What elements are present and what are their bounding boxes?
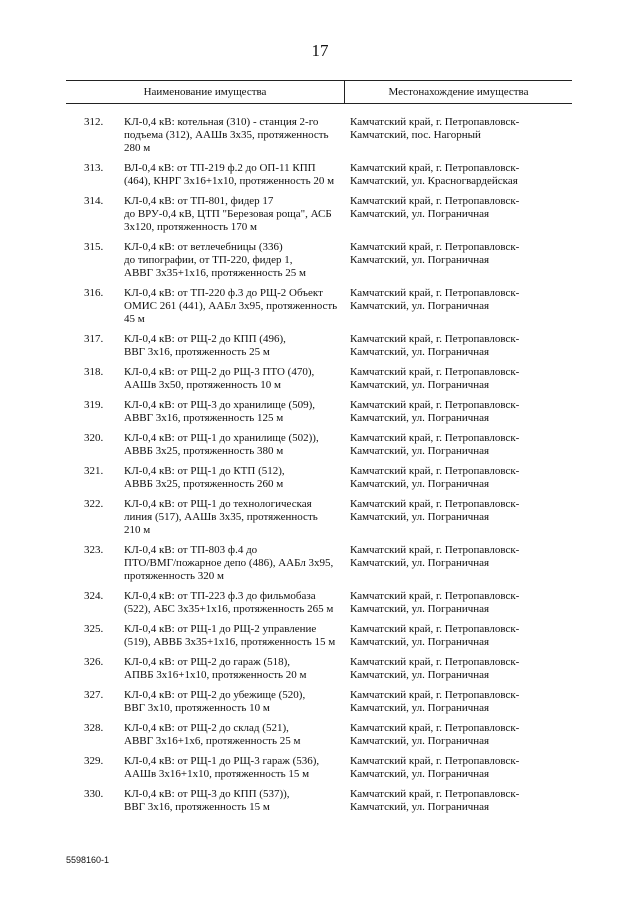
row-location xyxy=(350,755,550,781)
location-line: Камчатский край, г. Петропавловск- xyxy=(350,689,520,701)
location-line: Камчатский край, г. Петропавловск- xyxy=(350,333,520,345)
row-location xyxy=(350,116,550,142)
row-location xyxy=(350,366,550,392)
row-location xyxy=(350,465,550,491)
description-line: ПТО/ВМГ/пожарное депо (486), ААБл 3х95, xyxy=(124,557,334,569)
row-description xyxy=(124,116,339,155)
location-line: Камчатский край, г. Петропавловск- xyxy=(350,788,520,800)
description-line: КЛ-0,4 кВ: от ТП-223 ф.3 до фильмобаза xyxy=(124,590,316,602)
location-line: Камчатский, ул. Пограничная xyxy=(350,801,490,813)
location-line: Камчатский, ул. Пограничная xyxy=(350,412,490,424)
table-row xyxy=(0,755,640,781)
row-description xyxy=(124,162,339,188)
row-description xyxy=(124,722,339,748)
description-line: АВВГ 3х35+1х16, протяженность 25 м xyxy=(124,267,306,279)
row-location xyxy=(350,656,550,682)
description-line: КЛ-0,4 кВ: от РЩ-1 до технологическая xyxy=(124,498,312,510)
row-number: 315. xyxy=(84,241,104,253)
description-line: КЛ-0,4 кВ: от РЩ-3 до КПП (537)), xyxy=(124,788,290,800)
column-header-location: Местонахождение имущества xyxy=(388,86,529,98)
table-row xyxy=(0,287,640,326)
description-line: КЛ-0,4 кВ: от РЩ-2 до КПП (496), xyxy=(124,333,286,345)
row-description xyxy=(124,623,339,649)
location-line: Камчатский край, г. Петропавловск- xyxy=(350,399,520,411)
row-number: 323. xyxy=(84,544,104,556)
row-description xyxy=(124,788,339,814)
description-line: ААШв 3х16+1х10, протяженность 15 м xyxy=(124,768,310,780)
location-line: Камчатский край, г. Петропавловск- xyxy=(350,162,520,174)
location-line: Камчатский, ул. Пограничная xyxy=(350,768,490,780)
table-row xyxy=(0,399,640,425)
row-description xyxy=(124,287,339,326)
row-number: 327. xyxy=(84,689,104,701)
description-line: АВВБ 3х25, протяженность 260 м xyxy=(124,478,284,490)
location-line: Камчатский, ул. Пограничная xyxy=(350,379,490,391)
description-line: КЛ-0,4 кВ: от РЩ-1 до РЩ-2 управление xyxy=(124,623,317,635)
table-row xyxy=(0,498,640,537)
row-location xyxy=(350,590,550,616)
description-line: (522), АБС 3х35+1х16, протяженность 265 м xyxy=(124,603,334,615)
table-row xyxy=(0,241,640,280)
row-description xyxy=(124,195,339,234)
row-number: 320. xyxy=(84,432,104,444)
row-number: 328. xyxy=(84,722,104,734)
row-location xyxy=(350,399,550,425)
location-line: Камчатский край, г. Петропавловск- xyxy=(350,241,520,253)
table-row xyxy=(0,689,640,715)
table-row xyxy=(0,333,640,359)
row-location xyxy=(350,689,550,715)
table-row xyxy=(0,116,640,155)
row-number: 314. xyxy=(84,195,104,207)
location-line: Камчатский край, г. Петропавловск- xyxy=(350,656,520,668)
table-row xyxy=(0,465,640,491)
row-number: 318. xyxy=(84,366,104,378)
row-description xyxy=(124,498,339,537)
row-number: 317. xyxy=(84,333,104,345)
location-line: Камчатский, ул. Пограничная xyxy=(350,478,490,490)
description-line: КЛ-0,4 кВ: от РЩ-2 до убежище (520), xyxy=(124,689,306,701)
description-line: КЛ-0,4 кВ: от ТП-801, фидер 17 xyxy=(124,195,274,207)
row-location xyxy=(350,195,550,221)
row-description xyxy=(124,241,339,280)
description-line: ВВГ 3х16, протяженность 15 м xyxy=(124,801,270,813)
row-description xyxy=(124,755,339,781)
table-row xyxy=(0,722,640,748)
row-number: 326. xyxy=(84,656,104,668)
row-location xyxy=(350,722,550,748)
description-line: ААШв 3х50, протяженность 10 м xyxy=(124,379,281,391)
row-description xyxy=(124,544,339,583)
location-line: Камчатский, ул. Пограничная xyxy=(350,702,490,714)
description-line: 210 м xyxy=(124,524,151,536)
location-line: Камчатский край, г. Петропавловск- xyxy=(350,498,520,510)
location-line: Камчатский край, г. Петропавловск- xyxy=(350,287,520,299)
location-line: Камчатский, ул. Красногвардейская xyxy=(350,175,518,187)
location-line: Камчатский, ул. Пограничная xyxy=(350,669,490,681)
table-row xyxy=(0,432,640,458)
location-line: Камчатский край, г. Петропавловск- xyxy=(350,755,520,767)
location-line: Камчатский, ул. Пограничная xyxy=(350,603,490,615)
row-description xyxy=(124,689,339,715)
row-description xyxy=(124,465,339,491)
description-line: (519), АВВБ 3х35+1х16, протяженность 15 м xyxy=(124,636,336,648)
page-number: 17 xyxy=(311,41,329,60)
row-description xyxy=(124,590,339,616)
row-description xyxy=(124,656,339,682)
location-line: Камчатский край, г. Петропавловск- xyxy=(350,722,520,734)
description-line: (464), КНРГ 3х16+1х10, протяженность 20 м xyxy=(124,175,335,187)
row-description xyxy=(124,333,339,359)
row-description xyxy=(124,399,339,425)
document-code: 5598160-1 xyxy=(66,855,110,865)
description-line: АПВБ 3х16+1х10, протяженность 20 м xyxy=(124,669,307,681)
row-number: 319. xyxy=(84,399,104,411)
table-row xyxy=(0,788,640,814)
row-number: 321. xyxy=(84,465,104,477)
location-line: Камчатский, ул. Пограничная xyxy=(350,208,490,220)
description-line: АВВГ 3х16+1х6, протяженность 25 м xyxy=(124,735,301,747)
location-line: Камчатский, ул. Пограничная xyxy=(350,445,490,457)
location-line: Камчатский, ул. Пограничная xyxy=(350,511,490,523)
location-line: Камчатский край, г. Петропавловск- xyxy=(350,432,520,444)
description-line: КЛ-0,4 кВ: от ТП-803 ф.4 до xyxy=(124,544,258,556)
description-line: до ВРУ-0,4 кВ, ЦТП "Березовая роща", АСБ xyxy=(124,208,332,220)
row-number: 325. xyxy=(84,623,104,635)
row-location xyxy=(350,432,550,458)
description-line: ВЛ-0,4 кВ: от ТП-219 ф.2 до ОП-11 КПП xyxy=(124,162,316,174)
table-row xyxy=(0,590,640,616)
location-line: Камчатский край, г. Петропавловск- xyxy=(350,116,520,128)
location-line: Камчатский край, г. Петропавловск- xyxy=(350,465,520,477)
location-line: Камчатский, ул. Пограничная xyxy=(350,557,490,569)
row-location xyxy=(350,241,550,267)
description-line: протяженность 320 м xyxy=(124,570,225,582)
row-location xyxy=(350,623,550,649)
location-line: Камчатский край, г. Петропавловск- xyxy=(350,195,520,207)
table-row xyxy=(0,162,640,188)
row-number: 313. xyxy=(84,162,104,174)
row-location xyxy=(350,333,550,359)
table-row xyxy=(0,544,640,583)
location-line: Камчатский край, г. Петропавловск- xyxy=(350,544,520,556)
description-line: КЛ-0,4 кВ: от РЩ-2 до гараж (518), xyxy=(124,656,291,668)
description-line: 3х120, протяженность 170 м xyxy=(124,221,258,233)
description-line: КЛ-0,4 кВ: от РЩ-1 до хранилище (502)), xyxy=(124,432,319,444)
table-row xyxy=(0,623,640,649)
location-line: Камчатский, ул. Пограничная xyxy=(350,254,490,266)
row-number: 312. xyxy=(84,116,104,128)
row-location xyxy=(350,162,550,188)
description-line: АВВГ 3х16, протяженность 125 м xyxy=(124,412,284,424)
row-location xyxy=(350,498,550,524)
location-line: Камчатский, пос. Нагорный xyxy=(350,129,481,141)
description-line: до типографии, от ТП-220, фидер 1, xyxy=(124,254,293,266)
description-line: КЛ-0,4 кВ: от РЩ-2 до склад (521), xyxy=(124,722,289,734)
description-line: КЛ-0,4 кВ: котельная (310) - станция 2-го xyxy=(124,116,319,128)
row-location xyxy=(350,788,550,814)
row-number: 322. xyxy=(84,498,104,510)
location-line: Камчатский, ул. Пограничная xyxy=(350,735,490,747)
row-number: 324. xyxy=(84,590,104,602)
description-line: АВВБ 3х25, протяженность 380 м xyxy=(124,445,284,457)
location-line: Камчатский край, г. Петропавловск- xyxy=(350,366,520,378)
row-location xyxy=(350,544,550,570)
location-line: Камчатский, ул. Пограничная xyxy=(350,300,490,312)
table-row xyxy=(0,366,640,392)
description-line: КЛ-0,4 кВ: от РЩ-3 до хранилище (509), xyxy=(124,399,316,411)
description-line: ОМИС 261 (441), ААБл 3х95, протяженность xyxy=(124,300,338,312)
table-row xyxy=(0,195,640,234)
location-line: Камчатский, ул. Пограничная xyxy=(350,636,490,648)
description-line: ВВГ 3х16, протяженность 25 м xyxy=(124,346,270,358)
table-header xyxy=(66,80,572,104)
row-number: 316. xyxy=(84,287,104,299)
location-line: Камчатский край, г. Петропавловск- xyxy=(350,623,520,635)
row-description xyxy=(124,432,339,458)
description-line: КЛ-0,4 кВ: от ветлечебницы (336) xyxy=(124,241,283,253)
description-line: 45 м xyxy=(124,313,145,325)
row-description xyxy=(124,366,339,392)
location-line: Камчатский край, г. Петропавловск- xyxy=(350,590,520,602)
property-list xyxy=(0,116,640,821)
description-line: линия (517), ААШв 3х35, протяженность xyxy=(124,511,318,523)
description-line: ВВГ 3х10, протяженность 10 м xyxy=(124,702,270,714)
description-line: подъема (312), ААШв 3х35, протяженность xyxy=(124,129,329,141)
location-line: Камчатский, ул. Пограничная xyxy=(350,346,490,358)
description-line: КЛ-0,4 кВ: от РЩ-1 до РЩ-3 гараж (536), xyxy=(124,755,320,767)
column-header-name: Наименование имущества xyxy=(143,86,267,98)
table-row xyxy=(0,656,640,682)
description-line: КЛ-0,4 кВ: от ТП-220 ф.3 до РЩ-2 Объект xyxy=(124,287,323,299)
row-number: 330. xyxy=(84,788,104,800)
row-location xyxy=(350,287,550,313)
description-line: 280 м xyxy=(124,142,151,154)
row-number: 329. xyxy=(84,755,104,767)
description-line: КЛ-0,4 кВ: от РЩ-1 до КТП (512), xyxy=(124,465,285,477)
description-line: КЛ-0,4 кВ: от РЩ-2 до РЩ-3 ПТО (470), xyxy=(124,366,315,378)
